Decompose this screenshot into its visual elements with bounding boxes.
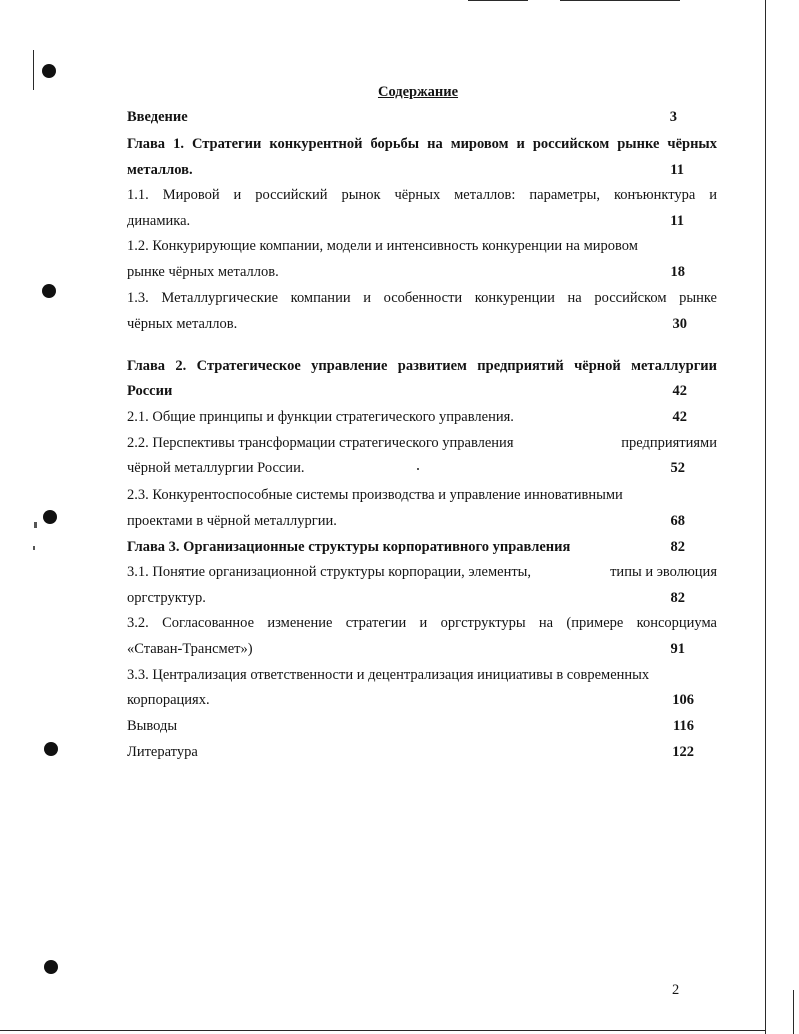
toc-entry-page: 42 [672, 409, 687, 425]
scan-speck-1 [34, 522, 37, 528]
toc-entry-page: 91 [670, 641, 685, 657]
toc-entry-line: 3.2. Согласованное изменение стратегии и оргструктуры на (примере консорциума [127, 615, 717, 631]
toc-entry-page: 42 [672, 383, 687, 399]
toc-entry-line [127, 563, 717, 581]
toc-entry-page: 11 [670, 162, 684, 178]
toc-entry-text: 2.2. Перспективы трансформации стратегического управления [127, 435, 514, 451]
toc-entry-3-2 [127, 640, 685, 658]
toc-entry-text: металлов. [127, 162, 193, 178]
toc-entry-page: 106 [672, 692, 694, 708]
binder-hole-5 [44, 960, 58, 974]
toc-entry-page: 18 [670, 264, 685, 280]
binder-hole-3 [43, 510, 57, 524]
binder-hole-2 [42, 284, 56, 298]
toc-entry-page: 82 [670, 539, 685, 555]
toc-entry-text: корпорациях. [127, 692, 210, 708]
binder-hole-4 [44, 742, 58, 756]
toc-entry-text: оргструктур. [127, 590, 206, 606]
toc-entry-2-2 [127, 459, 685, 477]
toc-entry-text-right: типы и эволюция [610, 564, 717, 580]
toc-entry-page: 116 [673, 718, 694, 734]
toc-entry-page: 52 [670, 460, 685, 476]
toc-entry-1-1 [127, 212, 684, 230]
toc-entry-text: Выводы [127, 718, 178, 734]
scan-speck-3 [33, 546, 35, 550]
toc-entry-text: «Ставан-Трансмет») [127, 641, 253, 657]
toc-entry-line: Глава 2. Стратегическое управление развитием предприятий чёрной металлургии [127, 358, 717, 374]
toc-entry-literature [127, 743, 694, 761]
toc-entry-line: 1.2. Конкурирующие компании, модели и интенсивность конкуренции на мировом [127, 238, 638, 254]
toc-entry-3-3 [127, 691, 694, 709]
page-number: 2 [672, 982, 680, 998]
scan-border-bottom [0, 1030, 766, 1031]
toc-entry-3-1 [127, 589, 685, 607]
toc-entry-1-2 [127, 263, 685, 281]
toc-entry-text: рынке чёрных металлов. [127, 264, 279, 280]
toc-entry-text: чёрной металлургии России. [127, 460, 305, 476]
toc-entry-page: 3 [669, 109, 677, 125]
page-title: Содержание [377, 84, 459, 100]
toc-entry-line: 1.1. Мировой и российский рынок чёрных металлов: параметры, конъюнктура и [127, 187, 717, 203]
toc-entry-text: динамика. [127, 213, 191, 229]
toc-entry-conclusions [127, 717, 694, 735]
toc-entry-2-1 [127, 408, 687, 426]
scan-border-right-outer [793, 990, 794, 1034]
toc-entry-text: проектами в чёрной металлургии. [127, 513, 337, 529]
toc-entry-chapter-1 [127, 161, 684, 179]
scan-border-right [765, 0, 766, 1034]
toc-entry-line [127, 434, 717, 452]
toc-entry-text: Введение [127, 109, 188, 125]
toc-entry-text: Глава 3. Организационные структуры корпоративного управления [127, 539, 571, 555]
toc-entry-text: чёрных металлов. [127, 316, 238, 332]
toc-entry-text: Литература [127, 744, 198, 760]
toc-entry-chapter-2 [127, 382, 687, 400]
toc-entry-chapter-3 [127, 538, 685, 556]
toc-entry-text-right: предприятиями [621, 435, 717, 451]
toc-entry-page: 68 [670, 513, 685, 529]
toc-entry-intro [127, 108, 677, 126]
scan-border-top [468, 0, 528, 1]
toc-entry-page: 30 [672, 316, 687, 332]
toc-entry-page: 82 [670, 590, 685, 606]
toc-entry-line: 2.3. Конкурентоспособные системы производства и управление инновативными [127, 487, 623, 503]
scan-border-top-2 [560, 0, 680, 1]
toc-entry-text: 2.1. Общие принципы и функции стратегического управления. [127, 409, 514, 425]
toc-entry-text: 3.1. Понятие организационной структуры корпорации, элементы, [127, 564, 532, 580]
toc-entry-line: 1.3. Металлургические компании и особенности конкуренции на российском рынке [127, 290, 717, 306]
toc-entry-page: 11 [670, 213, 684, 229]
toc-entry-text: России [127, 383, 173, 399]
binder-hole-1 [42, 64, 56, 78]
toc-entry-2-3 [127, 512, 685, 530]
toc-entry-line: Глава 1. Стратегии конкурентной борьбы на мировом и российском рынке чёрных [127, 136, 717, 152]
toc-entry-1-3 [127, 315, 687, 333]
toc-entry-line: 3.3. Централизация ответственности и децентрализация инициативы в современных [127, 667, 650, 683]
toc-entry-page: 122 [672, 744, 694, 760]
